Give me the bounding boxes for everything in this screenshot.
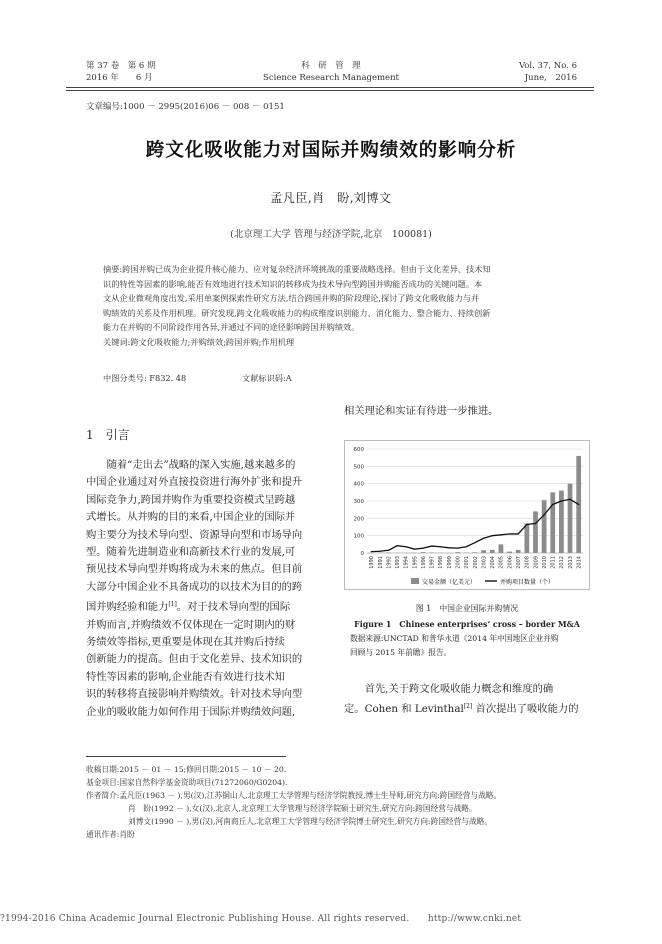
header-right-line2: June, 2016 bbox=[524, 73, 577, 83]
figure-1-chart bbox=[344, 440, 590, 590]
x-tick-label: 1996 bbox=[420, 556, 427, 569]
footnote-line: 基金项目:国家自然科学基金资助项目(71272060/G0204). bbox=[86, 778, 288, 787]
footnote-line: 肖 盼(1992 － ),女(汉),北京人,北京理工大学管理与经济学院硕士研究生,研究方向:跨国经营与战略。 bbox=[128, 804, 477, 813]
x-tick-label: 2014 bbox=[576, 556, 583, 569]
x-tick-label: 1993 bbox=[395, 556, 402, 569]
body-text: 。对于技术导向型的国际 bbox=[176, 601, 291, 614]
line-point-2013 bbox=[569, 499, 570, 500]
y-tick-label: 200 bbox=[353, 516, 364, 523]
y-tick-label: 600 bbox=[353, 447, 364, 453]
abstract-line: 购绩效的关系及作用机理。研究发现,跨文化吸收能力的构成维度识别能力、消化能力、整合能力、持续创新 bbox=[103, 307, 491, 318]
line-point-2011 bbox=[552, 504, 553, 505]
line-point-2004 bbox=[492, 535, 493, 536]
legend-line-label: 并购项目数量（个） bbox=[500, 579, 555, 586]
line-point-1990 bbox=[371, 551, 372, 552]
x-tick-label: 2003 bbox=[481, 556, 488, 569]
line-point-2010 bbox=[544, 514, 545, 515]
line-point-2012 bbox=[561, 500, 562, 501]
chart-y-ticks bbox=[354, 447, 365, 557]
right-column-bottom-text bbox=[344, 681, 592, 719]
x-tick-label: 2013 bbox=[567, 556, 574, 569]
footnote-line: 收稿日期:2015 － 01 － 15;修回日期:2015 － 10 － 20. bbox=[86, 765, 287, 774]
body-line: 并购而言,并购绩效不仅体现在一定时期内的财 bbox=[86, 618, 296, 631]
affiliation: (北京理工大学 管理与经济学院,北京 100081) bbox=[230, 229, 432, 240]
line-point-1992 bbox=[388, 550, 389, 551]
body-line: 型。随着先进制造业和高新技术行业的发展,可 bbox=[86, 546, 296, 559]
header-rule bbox=[66, 87, 594, 88]
y-tick-label: 100 bbox=[353, 533, 364, 540]
line-point-2006 bbox=[509, 533, 510, 534]
figure-caption-cn: 图 1 中国企业国际并购情况 bbox=[415, 604, 519, 613]
line-point-2000 bbox=[457, 548, 458, 549]
y-tick-label: 300 bbox=[353, 499, 364, 505]
paper-title: 跨文化吸收能力对国际并购绩效的影响分析 bbox=[145, 140, 517, 161]
footnote-line: 通讯作者:肖盼 bbox=[86, 830, 135, 839]
line-point-1997 bbox=[431, 545, 432, 546]
x-tick-label: 1992 bbox=[386, 556, 393, 569]
x-tick-label: 1999 bbox=[446, 556, 453, 569]
x-tick-label: 1995 bbox=[412, 556, 419, 569]
x-tick-label: 2001 bbox=[464, 556, 471, 569]
body-line: 首先,关于跨文化吸收能力概念和维度的确 bbox=[344, 683, 554, 695]
citation-2[interactable]: [2] bbox=[463, 703, 473, 711]
body-line: 式增长。从并购的目的来看,中国企业的国际并 bbox=[86, 511, 296, 524]
y-tick-label: 400 bbox=[353, 481, 364, 488]
bar-2003 bbox=[481, 550, 486, 553]
x-tick-label: 1998 bbox=[438, 556, 445, 569]
y-tick-label: 0 bbox=[360, 551, 364, 557]
article-number: 文章编号:1000 － 2995(2016)06 － 008 － 0151 bbox=[86, 102, 285, 112]
keywords: 关键词:跨文化吸收能力;并购绩效;跨国并购;作用机理 bbox=[103, 336, 295, 347]
x-tick-label: 2009 bbox=[533, 556, 540, 569]
body-text: 首次提出了吸收能力的 bbox=[472, 703, 579, 716]
abstract-line: 识的特性等因素的影响,能否有效地进行技术知识的转移成为技术导向型跨国并购能否成功的关键问题。本 bbox=[103, 278, 483, 289]
body-line: 随着“走出去”战略的深入实施,越来越多的 bbox=[86, 459, 296, 471]
line-point-2007 bbox=[518, 533, 519, 534]
copyright-footer: ?1994-2016 China Academic Journal Electronic Publishing House. All rights reserved. http://www.cnki.net bbox=[0, 914, 522, 924]
body-line: 中国企业通过对外直接投资进行海外扩张和提升 bbox=[86, 476, 303, 489]
body-line-with-citation bbox=[86, 596, 328, 616]
author-list: 孟凡臣,肖 盼,刘博文 bbox=[270, 191, 392, 205]
figure-source-line: 回顾与 2015 年前瞻》报告。 bbox=[350, 648, 452, 657]
x-tick-label: 1990 bbox=[369, 556, 376, 569]
abstract-line: 能力在并购的不同阶段作用各异,并通过不同的途径影响跨国并购绩效。 bbox=[103, 322, 360, 333]
footnote-rule bbox=[86, 756, 286, 757]
x-tick-label: 2000 bbox=[455, 556, 462, 569]
chart-bars bbox=[369, 456, 581, 553]
line-point-2009 bbox=[535, 523, 536, 524]
chart-legend bbox=[411, 578, 554, 586]
figure-caption-en: Figure 1 Chinese enterprises’ cross – border M&A bbox=[354, 620, 580, 629]
body-text: 国并购经验和能力 bbox=[86, 601, 169, 614]
line-point-1998 bbox=[440, 546, 441, 547]
body-line: 购主要分为技术导向型、资源导向型和市场导向 bbox=[86, 528, 303, 541]
body-line: 识的转移将直接影响并购绩效。针对技术导向型 bbox=[86, 688, 303, 701]
bar-2004 bbox=[490, 550, 495, 553]
body-line: 务绩效等指标,更重要是体现在其并购后持续 bbox=[86, 636, 285, 649]
x-tick-label: 2004 bbox=[490, 556, 497, 569]
x-tick-label: 2006 bbox=[507, 556, 514, 569]
bar-2011 bbox=[550, 492, 555, 553]
line-point-2002 bbox=[474, 542, 475, 543]
header-left-line2: 2016 年 6 月 bbox=[86, 73, 153, 83]
abstract-line: 文从企业微观角度出发,采用单案例探索性研究方法,结合跨国并购的阶段理论,探讨了跨文化吸收能力与并 bbox=[103, 293, 480, 304]
x-tick-label: 2002 bbox=[472, 556, 479, 569]
legend-bar-swatch bbox=[411, 578, 419, 584]
body-line: 国际竞争力,跨国并购作为重要投资模式呈跨越 bbox=[86, 493, 296, 506]
body-text: 定。Cohen 和 Levinthal bbox=[344, 703, 464, 716]
line-point-1995 bbox=[414, 549, 415, 550]
right-column-top-text: 相关理论和实证有待进一步推进。 bbox=[344, 405, 499, 417]
line-point-2005 bbox=[500, 534, 501, 535]
line-point-1991 bbox=[379, 551, 380, 552]
x-tick-label: 2011 bbox=[550, 556, 557, 569]
abstract bbox=[103, 262, 573, 350]
header-left-line1: 第 37 卷 第 6 期 bbox=[86, 61, 156, 71]
bar-2010 bbox=[542, 500, 547, 553]
body-line: 预见技术导向型并购将成为未来的焦点。但目前 bbox=[86, 563, 303, 576]
x-tick-label: 2012 bbox=[559, 556, 566, 569]
footnote-line: 作者简介:孟凡臣(1963 － ),男(汉),江苏铜山人,北京理工大学管理与经济学院教授,博士生导师,研究方向:跨国经营与战略。 bbox=[86, 791, 502, 800]
intro-left-column bbox=[86, 457, 328, 721]
figure-source-line: 数据来源:UNCTAD 和普华永道《2014 年中国地区企业并购 bbox=[350, 634, 559, 643]
footnote-line: 刘博文(1990 － ),男(汉),河南商丘人,北京理工大学管理与经济学院博士研究生,研究方向:跨国经营与战略。 bbox=[128, 817, 493, 826]
line-series-deal-count bbox=[371, 499, 578, 551]
line-point-1999 bbox=[448, 547, 449, 548]
x-tick-label: 1997 bbox=[429, 556, 436, 569]
bar-2007 bbox=[516, 550, 521, 553]
x-tick-label: 2010 bbox=[541, 556, 548, 569]
abstract-line: 摘要:跨国并购已成为企业提升核心能力、应对复杂经济环境挑战的重要战略选择。但由于文化差异、技术知 bbox=[103, 264, 491, 274]
section-heading-intro: 1 引言 bbox=[86, 428, 130, 442]
classification-number: 中图分类号: F832. 48 bbox=[103, 373, 187, 383]
line-point-2008 bbox=[526, 524, 527, 525]
header-rule-thin bbox=[66, 90, 594, 91]
body-line: 企业的吸收能力如何作用于国际并购绩效问题, bbox=[86, 705, 296, 718]
body-line: 特性等因素的影响,企业能否有效进行技术知 bbox=[86, 670, 285, 683]
body-line-with-citation bbox=[344, 698, 592, 718]
x-tick-label: 1994 bbox=[403, 556, 410, 569]
header-right-line1: Vol. 37, No. 6 bbox=[518, 61, 577, 71]
bar-2012 bbox=[559, 491, 564, 553]
header-center-line2: Science Research Management bbox=[263, 73, 399, 83]
footnotes bbox=[86, 763, 606, 841]
document-code: 文献标识码:A bbox=[242, 373, 292, 383]
bar-2009 bbox=[533, 511, 538, 553]
x-tick-label: 2008 bbox=[524, 556, 531, 569]
figure-source-note bbox=[350, 632, 590, 660]
bar-2005 bbox=[499, 544, 504, 553]
bar-2013 bbox=[568, 484, 573, 553]
line-point-1994 bbox=[405, 546, 406, 547]
x-tick-label: 1991 bbox=[377, 556, 384, 569]
line-point-1993 bbox=[397, 545, 398, 546]
citation-1[interactable]: [1] bbox=[168, 601, 177, 609]
chart-svg bbox=[345, 441, 589, 589]
line-point-2003 bbox=[483, 538, 484, 539]
body-line: 大部分中国企业不具备成功的以技术为目的的跨 bbox=[86, 580, 303, 593]
bar-2008 bbox=[524, 524, 529, 553]
x-tick-label: 2005 bbox=[498, 556, 505, 569]
body-line: 创新能力的提高。但由于文化差异、技术知识的 bbox=[86, 653, 303, 666]
line-point-1996 bbox=[423, 548, 424, 549]
journal-volume-issue-en bbox=[519, 60, 577, 84]
chart-x-ticks bbox=[367, 553, 583, 569]
line-point-2014 bbox=[578, 504, 579, 505]
x-tick-label: 2007 bbox=[516, 556, 522, 569]
legend-bar-label: 交易金额（亿美元） bbox=[422, 579, 477, 586]
chart-line-series bbox=[371, 499, 580, 553]
line-point-2001 bbox=[466, 546, 467, 547]
y-tick-label: 500 bbox=[353, 464, 364, 471]
header-center-line1: 科 研 管 理 bbox=[301, 61, 361, 71]
